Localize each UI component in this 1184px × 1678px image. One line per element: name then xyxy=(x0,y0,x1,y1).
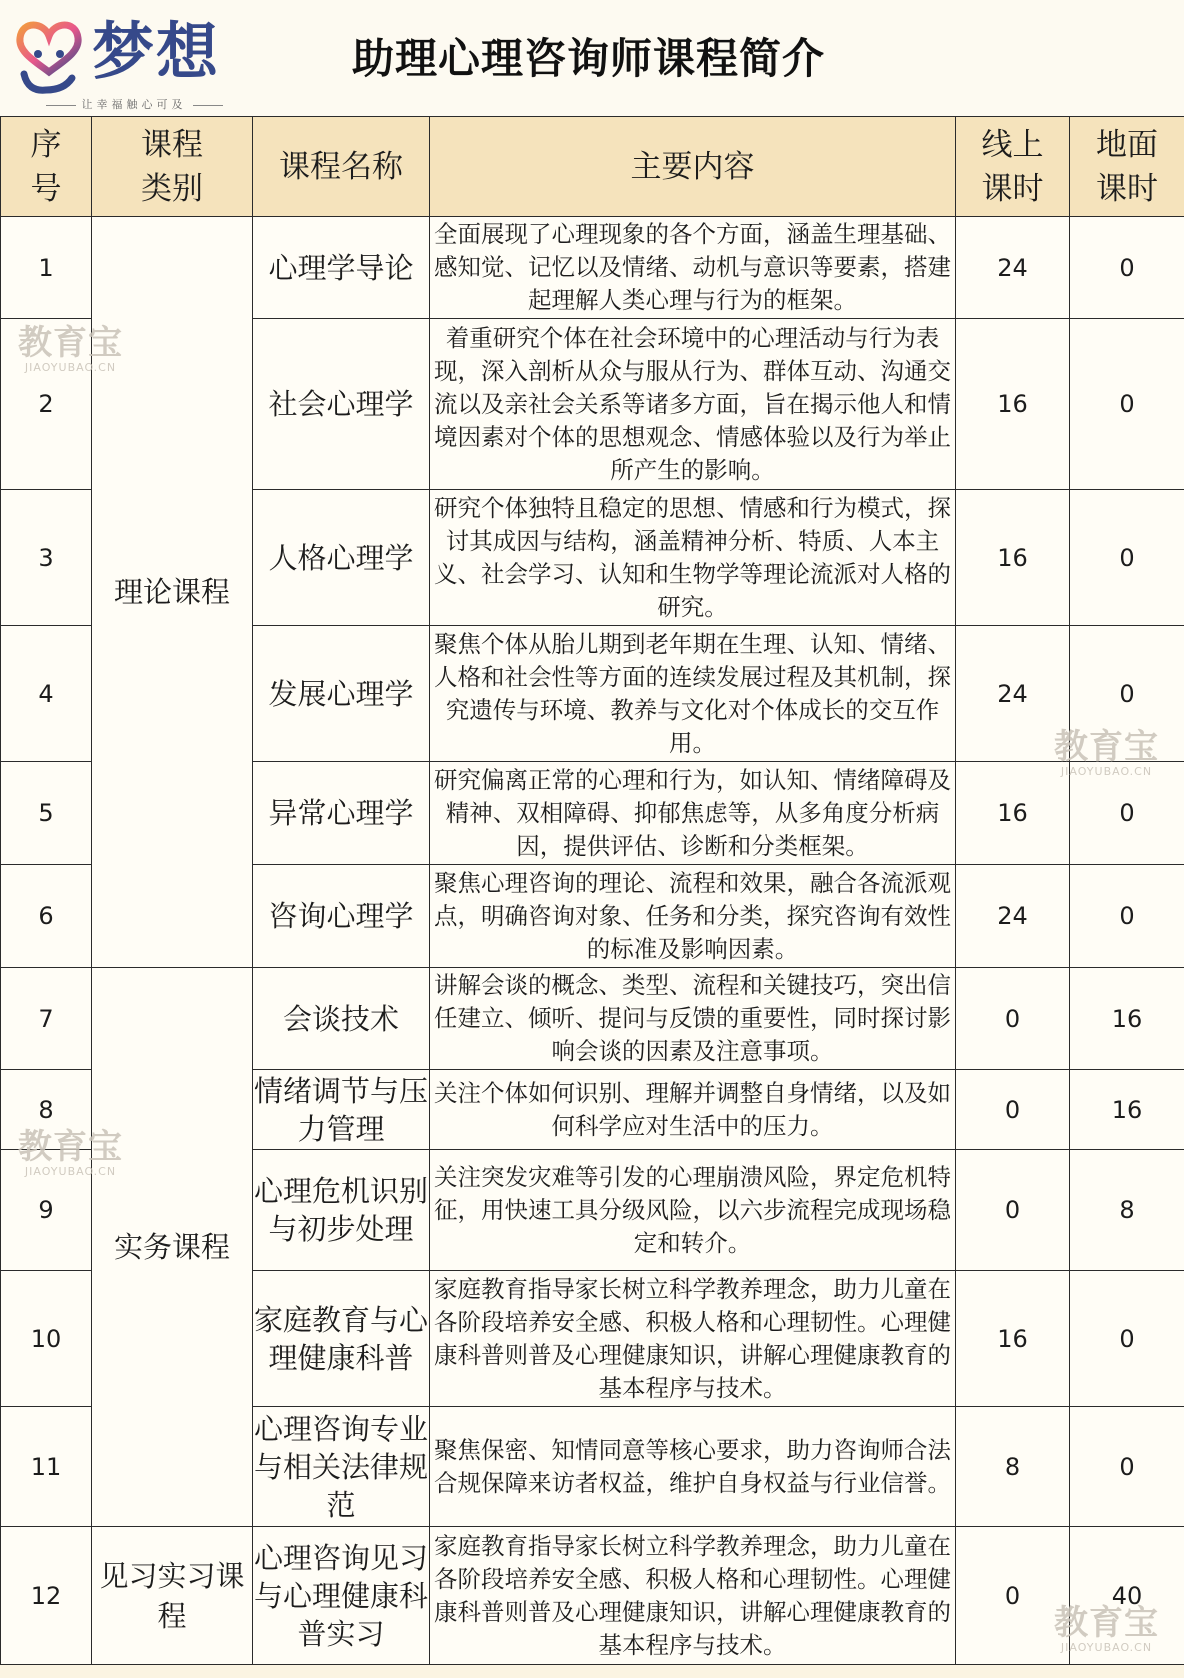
offline-hours: 0 xyxy=(1070,865,1184,968)
row-number: 8 xyxy=(1,1070,92,1150)
course-content: 着重研究个体在社会环境中的心理活动与行为表现，深入剖析从众与服从行为、群体互动、沟通交流以及亲社会关系等诸多方面，旨在揭示他人和情境因素对个体的思想观念、情感体验以及行为举止所产生的影响。 xyxy=(430,319,956,490)
offline-hours: 16 xyxy=(1070,1070,1184,1150)
row-number: 7 xyxy=(1,968,92,1070)
online-hours: 24 xyxy=(956,626,1070,762)
course-content: 家庭教育指导家长树立科学教养理念，助力儿童在各阶段培养安全感、积极人格和心理韧性。心理健康科普则普及心理健康知识，讲解心理健康教育的基本程序与技术。 xyxy=(430,1527,956,1665)
brand-logo xyxy=(14,6,254,110)
course-name: 心理学导论 xyxy=(253,217,430,319)
online-hours: 0 xyxy=(956,1527,1070,1665)
page-title: 助理心理咨询师课程简介 xyxy=(352,34,826,83)
row-number: 2 xyxy=(1,319,92,490)
course-name: 心理咨询见习与心理健康科普实习 xyxy=(253,1527,430,1665)
watermark: 教育宝 JIAOYUBAO.CN xyxy=(18,1127,123,1178)
category-cell: 实务课程 xyxy=(92,968,253,1527)
online-hours: 16 xyxy=(956,319,1070,490)
course-name: 家庭教育与心理健康科普 xyxy=(253,1271,430,1407)
online-hours: 8 xyxy=(956,1407,1070,1527)
online-hours: 0 xyxy=(956,1070,1070,1150)
course-content: 聚焦保密、知情同意等核心要求，助力咨询师合法合规保障来访者权益，维护自身权益与行业信誉。 xyxy=(430,1407,956,1527)
watermark: 教育宝 JIAOYUBAO.CN xyxy=(1054,727,1159,778)
course-table xyxy=(0,116,1184,1665)
table-header-row xyxy=(1,117,1184,217)
online-hours: 24 xyxy=(956,865,1070,968)
table-row xyxy=(1,968,1184,1070)
column-header-category: 课程 类别 xyxy=(92,117,253,217)
column-header-content: 主要内容 xyxy=(430,117,956,217)
row-number: 9 xyxy=(1,1150,92,1271)
course-name: 人格心理学 xyxy=(253,490,430,626)
course-content: 聚焦心理咨询的理论、流程和效果，融合各流派观点，明确咨询对象、任务和分类，探究咨询有效性的标准及影响因素。 xyxy=(430,865,956,968)
course-name: 心理危机识别与初步处理 xyxy=(253,1150,430,1271)
online-hours: 16 xyxy=(956,490,1070,626)
logo-text: 梦想 xyxy=(92,15,221,88)
column-header-name: 课程名称 xyxy=(253,117,430,217)
heart-logo-icon xyxy=(14,14,84,96)
course-name: 会谈技术 xyxy=(253,968,430,1070)
column-header-offline-hours: 地面 课时 xyxy=(1070,117,1184,217)
offline-hours: 0 xyxy=(1070,1407,1184,1527)
row-number: 1 xyxy=(1,217,92,319)
course-content: 讲解会谈的概念、类型、流程和关键技巧，突出信任建立、倾听、提问与反馈的重要性，同时探讨影响会谈的因素及注意事项。 xyxy=(430,968,956,1070)
category-cell: 见习实习课程 xyxy=(92,1527,253,1665)
online-hours: 16 xyxy=(956,762,1070,865)
row-number: 10 xyxy=(1,1271,92,1407)
table-row xyxy=(1,1527,1184,1665)
row-number: 5 xyxy=(1,762,92,865)
row-number: 6 xyxy=(1,865,92,968)
offline-hours: 16 xyxy=(1070,968,1184,1070)
row-number: 4 xyxy=(1,626,92,762)
online-hours: 0 xyxy=(956,968,1070,1070)
course-content: 研究偏离正常的心理和行为，如认知、情绪障碍及精神、双相障碍、抑郁焦虑等，从多角度分析病因，提供评估、诊断和分类框架。 xyxy=(430,762,956,865)
course-content: 聚焦个体从胎儿期到老年期在生理、认知、情绪、人格和社会性等方面的连续发展过程及其机制，探究遗传与环境、教养与文化对个体成长的交互作用。 xyxy=(430,626,956,762)
course-name: 咨询心理学 xyxy=(253,865,430,968)
watermark: 教育宝 JIAOYUBAO.CN xyxy=(18,323,123,374)
column-header-number: 序 号 xyxy=(1,117,92,217)
document-header xyxy=(0,0,1184,116)
logo-slogan: 让幸福触心可及 xyxy=(14,96,254,112)
table-row xyxy=(1,217,1184,319)
offline-hours: 0 xyxy=(1070,319,1184,490)
course-content: 研究个体独特且稳定的思想、情感和行为模式，探讨其成因与结构，涵盖精神分析、特质、人本主义、社会学习、认知和生物学等理论流派对人格的研究。 xyxy=(430,490,956,626)
online-hours: 0 xyxy=(956,1150,1070,1271)
course-content: 家庭教育指导家长树立科学教养理念，助力儿童在各阶段培养安全感、积极人格和心理韧性。心理健康科普则普及心理健康知识，讲解心理健康教育的基本程序与技术。 xyxy=(430,1271,956,1407)
row-number: 11 xyxy=(1,1407,92,1527)
online-hours: 16 xyxy=(956,1271,1070,1407)
course-content: 关注个体如何识别、理解并调整自身情绪，以及如何科学应对生活中的压力。 xyxy=(430,1070,956,1150)
offline-hours: 0 xyxy=(1070,1271,1184,1407)
offline-hours: 40 xyxy=(1070,1527,1184,1665)
online-hours: 24 xyxy=(956,217,1070,319)
course-name: 异常心理学 xyxy=(253,762,430,865)
offline-hours: 0 xyxy=(1070,490,1184,626)
row-number: 12 xyxy=(1,1527,92,1665)
course-name: 社会心理学 xyxy=(253,319,430,490)
category-cell: 理论课程 xyxy=(92,217,253,968)
offline-hours: 0 xyxy=(1070,217,1184,319)
row-number: 3 xyxy=(1,490,92,626)
offline-hours: 0 xyxy=(1070,626,1184,762)
course-content: 关注突发灾难等引发的心理崩溃风险，界定危机特征，用快速工具分级风险，以六步流程完成现场稳定和转介。 xyxy=(430,1150,956,1271)
course-name: 情绪调节与压力管理 xyxy=(253,1070,430,1150)
watermark: 教育宝 JIAOYUBAO.CN xyxy=(1054,1603,1159,1654)
course-name: 发展心理学 xyxy=(253,626,430,762)
course-content: 全面展现了心理现象的各个方面，涵盖生理基础、感知觉、记忆以及情绪、动机与意识等要素，搭建起理解人类心理与行为的框架。 xyxy=(430,217,956,319)
course-name: 心理咨询专业与相关法律规范 xyxy=(253,1407,430,1527)
offline-hours: 0 xyxy=(1070,762,1184,865)
column-header-online-hours: 线上 课时 xyxy=(956,117,1070,217)
offline-hours: 8 xyxy=(1070,1150,1184,1271)
